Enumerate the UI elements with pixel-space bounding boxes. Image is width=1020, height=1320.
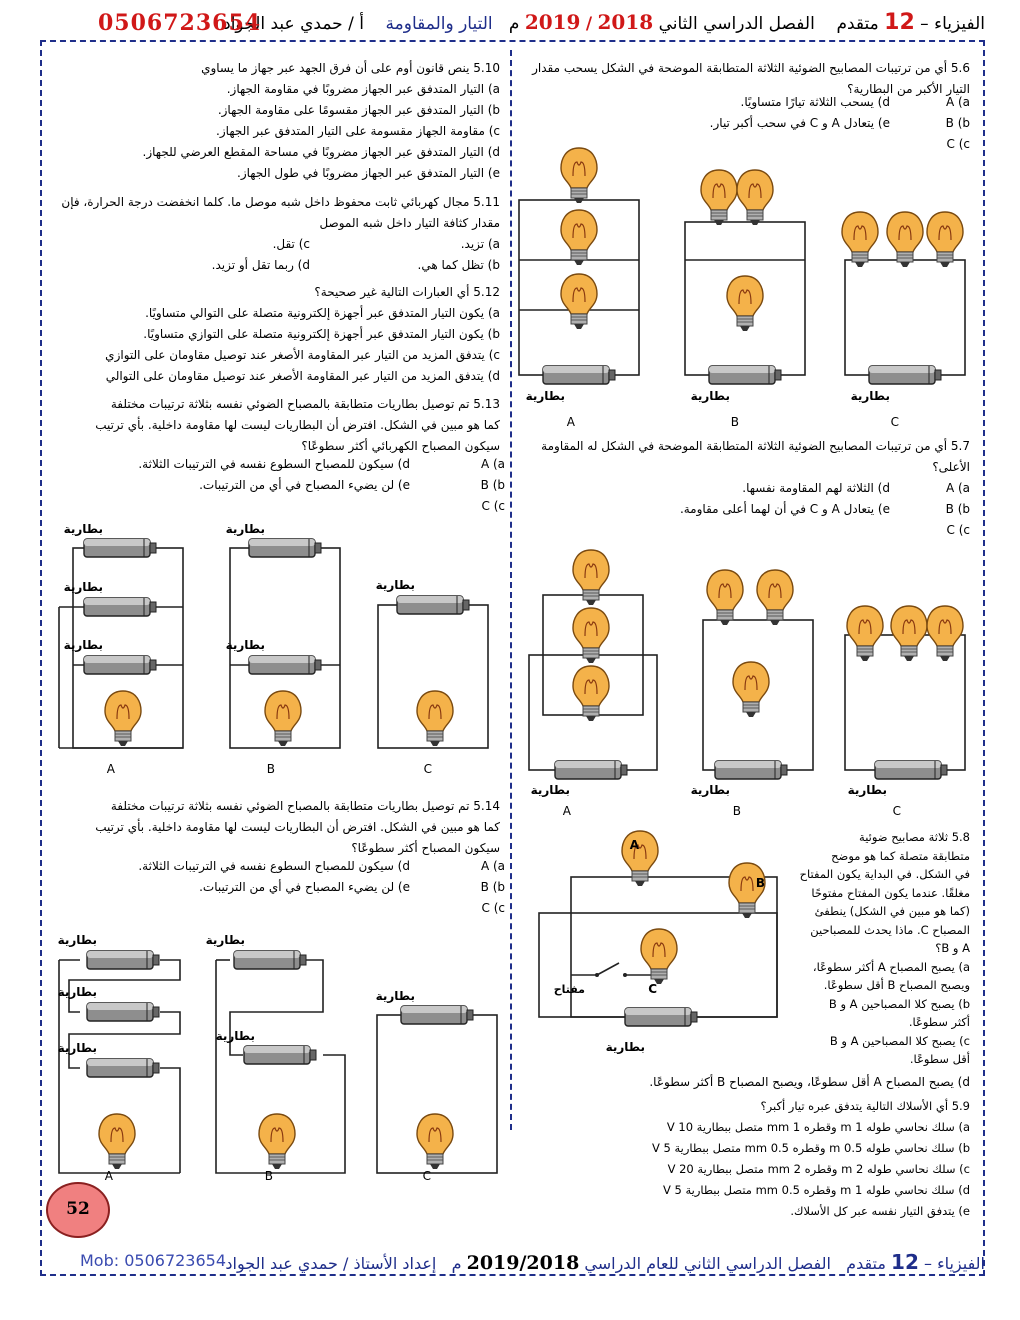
- question-5-11: [50, 192, 500, 234]
- footer-grade-text: متقدم: [846, 1254, 886, 1273]
- footer-m: م: [451, 1254, 462, 1273]
- q511-options-cd: [140, 234, 310, 276]
- q58-option-a-1[interactable]: a) يصبح المصباح A أكثر سطوعًا،: [812, 959, 970, 974]
- q513-options-abc: [455, 454, 505, 517]
- q56-stem: 5.6 أي من ترتيبات المصابيح الضوئية الثلاثة المتطابقة الموضحة في الشكل يسحب مقدار التيار الأكبر من البطارية؟: [532, 61, 970, 96]
- q56-option-d[interactable]: d) يسحب الثلاثة تيارًا متساويًا.: [740, 95, 890, 109]
- header-year-a: 2018: [597, 10, 654, 34]
- fig513-battery-b1: بطارية: [225, 522, 265, 536]
- q510-option-c[interactable]: c) مقاومة الجهاز مقسومة على التيار المتدفق عبر الجهاز.: [216, 124, 500, 138]
- q56-option-e[interactable]: e) يتعادل A و C في سحب أكبر تيار.: [709, 116, 890, 130]
- fig56-battery-label-a: بطارية: [525, 389, 565, 403]
- fig57-battery-label-c: بطارية: [847, 783, 887, 797]
- q58-option-b-1[interactable]: b) يصبح كلا المصباحين A و B: [828, 996, 970, 1011]
- q511-options-ab: [330, 234, 500, 276]
- q56-option-c[interactable]: C (c: [946, 137, 970, 151]
- fig513-label-b: B: [266, 762, 275, 776]
- fig514-label-c: C: [422, 1169, 431, 1183]
- question-5-12: [50, 282, 500, 387]
- q513-line-2: كما هو مبين في الشكل. افترض أن البطاريات ليست لها مقاومة داخلية. بأي ترتيب: [95, 418, 500, 432]
- q510-option-a[interactable]: a) التيار المتدفق عبر الجهاز مضروبًا في مقاومة الجهاز.: [226, 82, 500, 96]
- q513-option-e[interactable]: e) لن يضيء المصباح في أي من الترتيبات.: [199, 478, 410, 492]
- q513-line-1: 5.13 تم توصيل بطاريات متطابقة بالمصباح الضوئي نفسه بثلاثة ترتيبات مختلفة: [110, 397, 500, 411]
- fig514-battery-a2: بطارية: [57, 985, 97, 999]
- q513-option-a[interactable]: A (a: [480, 457, 505, 471]
- q512-option-a[interactable]: a) يكون التيار المتدفق عبر أجهزة إلكترونية متصلة على التوالي متساويًا.: [145, 306, 500, 320]
- q513-options-de: [100, 454, 410, 496]
- q58-option-a-2: ويصبح المصباح B أقل سطوعًا.: [823, 978, 970, 992]
- q513-option-d[interactable]: d) سيكون للمصباح السطوع نفسه في الترتيبات الثلاثة.: [138, 457, 410, 471]
- header-grade-number: 12: [884, 10, 915, 35]
- q514-option-b[interactable]: B (b: [480, 880, 505, 894]
- q59-option-d[interactable]: d) سلك نحاسي طوله 1 m وقطره 0.5 mm متصل ببطارية 5 V: [662, 1183, 970, 1197]
- fig513-battery-a3: بطارية: [63, 638, 103, 652]
- q511-option-c[interactable]: c) تقل.: [272, 237, 310, 251]
- fig56-label-b: B: [730, 415, 739, 429]
- question-5-14: [50, 796, 500, 859]
- footer-year: 2019/2018: [466, 1252, 580, 1274]
- footer-subject: الفيزياء –: [923, 1254, 985, 1273]
- fig56-label-a: A: [566, 415, 575, 429]
- q56-options-abc: [920, 92, 970, 155]
- q514-line-2: كما هو مبين في الشكل. افترض أن البطاريات ليست لها مقاومة داخلية. بأي ترتيب: [95, 820, 500, 834]
- column-divider: [510, 50, 512, 1130]
- fig513-label-a: A: [106, 762, 115, 776]
- header-grade-text: متقدم: [836, 14, 879, 34]
- q57-stem: 5.7 أي من ترتيبات المصابيح الضوئية الثلاثة المتطابقة الموضحة في الشكل له المقاومة الأعلى؟: [541, 439, 970, 474]
- q58-line-6: المصباح C. ماذا يحدث للمصباحين: [810, 922, 970, 937]
- q58-line-3: في الشكل. في البداية يكون المفتاح: [799, 867, 970, 881]
- q512-stem: 5.12 أي العبارات التالية غير صحيحة؟: [314, 285, 500, 299]
- q510-option-b[interactable]: b) التيار المتدفق عبر الجهاز مقسومًا على مقاومة الجهاز.: [217, 103, 500, 117]
- header-subject: الفيزياء –: [920, 14, 985, 34]
- page-number-badge: 52: [46, 1182, 110, 1238]
- q59-stem: 5.9 أي الأسلاك التالية يتدفق عبره تيار أكبر؟: [760, 1099, 970, 1113]
- q511-option-b[interactable]: b) تظل كما هي.: [417, 258, 500, 272]
- figure-5-13: [55, 515, 505, 780]
- figure-5-8: [535, 835, 785, 1065]
- fig57-label-c: C: [892, 804, 901, 818]
- q513-option-c[interactable]: C (c: [481, 499, 505, 513]
- fig56-battery-label-b: بطارية: [690, 389, 730, 403]
- footer-semester: الفصل الدراسي الثاني للعام الدراسي: [584, 1254, 831, 1273]
- fig57-label-b: B: [732, 804, 741, 818]
- fig56-battery-label-c: بطارية: [850, 389, 890, 403]
- q58-option-d[interactable]: [530, 1072, 970, 1093]
- header-author: أ / حمدي عبد الجواد: [223, 14, 364, 34]
- header-slash: /: [585, 14, 593, 34]
- figure-5-6: [515, 150, 975, 430]
- q514-line-1: 5.14 تم توصيل بطاريات متطابقة بالمصباح الضوئي نفسه بثلاثة ترتيبات مختلفة: [110, 799, 500, 813]
- q514-options-abc: [455, 856, 505, 919]
- q511-option-d[interactable]: d) ربما تقل أو تزيد.: [211, 258, 310, 272]
- fig58-switch-label: مفتاح: [553, 983, 585, 996]
- fig56-label-c: C: [890, 415, 899, 429]
- q58-option-c-1[interactable]: c) يصبح كلا المصباحين A و B: [829, 1033, 970, 1048]
- q59-option-e[interactable]: e) يتدفق التيار نفسه عبر كل الأسلاك.: [790, 1204, 970, 1218]
- question-5-10: [50, 58, 500, 184]
- fig514-battery-a3: بطارية: [57, 1041, 97, 1055]
- q512-option-b[interactable]: b) يكون التيار المتدفق عبر أجهزة إلكترونية متصلة على التوازي متساويًا.: [143, 327, 500, 341]
- q510-stem: 5.10 ينص قانون أوم على أن فرق الجهد عبر جهاز ما يساوي: [201, 61, 500, 75]
- fig514-label-b: B: [264, 1169, 273, 1183]
- q57-option-d[interactable]: d) الثلاثة لهم المقاومة نفسها.: [742, 481, 890, 495]
- q57-option-a[interactable]: A (a: [945, 481, 970, 495]
- fig514-label-a: A: [104, 1169, 113, 1183]
- q512-option-c[interactable]: c) يتدفق المزيد من التيار عبر المقاومة الأصغر عند توصيل مقاومان على التوازي: [105, 348, 500, 362]
- footer-prepared: إعداد الأستاذ / حمدي عبد الجواد: [225, 1254, 437, 1273]
- figure-5-14: [55, 920, 505, 1185]
- q57-option-c[interactable]: C (c: [946, 523, 970, 537]
- fig57-battery-label-b: بطارية: [690, 783, 730, 797]
- q57-options-de: [640, 478, 890, 520]
- q514-option-d[interactable]: d) سيكون للمصباح السطوع نفسه في الترتيبات الثلاثة.: [138, 859, 410, 873]
- q514-options-de: [100, 856, 410, 898]
- fig57-battery-label-a: بطارية: [530, 783, 570, 797]
- fig513-battery-a2: بطارية: [63, 580, 103, 594]
- q58-line-4: مغلقًا. عندما يكون المفتاح مفتوحًا: [811, 885, 970, 900]
- fig514-battery-b1: بطارية: [205, 933, 245, 947]
- fig513-battery-b2: بطارية: [225, 638, 265, 652]
- q513-line-3: سيكون المصباح الكهربائي أكثر سطوعًا؟: [301, 439, 500, 453]
- question-5-9: [520, 1096, 970, 1222]
- q59-option-b[interactable]: b) سلك نحاسي طوله 0.5 m وقطره 0.5 mm متصل ببطارية 5 V: [651, 1141, 970, 1155]
- q514-line-3: سيكون المصباح أكثر سطوعًا؟: [351, 841, 500, 855]
- q57-option-e[interactable]: e) يتعادل A و C في أن لهما أعلى مقاومة.: [679, 502, 890, 516]
- footer-mobile: Mob: 0506723654: [80, 1251, 227, 1270]
- q58-line-7: A و B؟: [935, 941, 970, 955]
- q510-option-d[interactable]: d) التيار المتدفق عبر الجهاز مضروبًا في مساحة المقطع العرضي للجهاز.: [142, 145, 500, 159]
- question-5-13: [50, 394, 500, 457]
- question-5-7: [520, 436, 970, 478]
- fig58-label-b: B: [755, 876, 765, 890]
- header-phone: 0506723654: [98, 10, 262, 36]
- fig514-battery-a1: بطارية: [57, 933, 97, 947]
- fig513-battery-c: بطارية: [375, 578, 415, 592]
- q59-option-c[interactable]: c) سلك نحاسي طوله 2 m وقطره 2 mm متصل ببطارية 20 V: [667, 1162, 970, 1176]
- question-5-8: [780, 828, 970, 1069]
- q58-line-1: 5.8 ثلاثة مصابيح ضوئية: [859, 830, 970, 844]
- q56-option-b[interactable]: B (b: [945, 116, 970, 130]
- q514-option-e[interactable]: e) لن يضيء المصباح في أي من الترتيبات.: [199, 880, 410, 894]
- fig513-label-c: C: [423, 762, 432, 776]
- q58-line-5: (كما هو مبين في الشكل) ينطفئ: [814, 904, 970, 918]
- q57-options-abc: [920, 478, 970, 541]
- q511-option-a[interactable]: a) تزيد.: [460, 237, 500, 251]
- q58-option-d-text: d) يصبح المصباح A أقل سطوعًا، ويصبح المصباح B أكثر سطوعًا.: [649, 1075, 970, 1089]
- q514-option-c[interactable]: C (c: [481, 901, 505, 915]
- q56-options-de: [640, 92, 890, 134]
- q58-line-2: متطابقة متصلة كما هو موضح: [831, 848, 970, 863]
- fig58-label-a: A: [629, 838, 639, 852]
- fig58-battery-label: بطارية: [605, 1040, 645, 1054]
- fig513-battery-a1: بطارية: [63, 522, 103, 536]
- q56-option-a[interactable]: A (a: [945, 95, 970, 109]
- fig514-battery-b2: بطارية: [215, 1029, 255, 1043]
- figure-5-7: [525, 550, 975, 820]
- header-m: م: [508, 14, 520, 34]
- q511-stem: 5.11 مجال كهربائي ثابت محفوظ داخل شبه موصل ما. كلما انخفضت درجة الحرارة، فإن مقدار كثافة التيار داخل شبه الموصل: [61, 195, 500, 230]
- header-year-b: 2019: [524, 10, 581, 34]
- footer-grade-number: 12: [891, 1250, 919, 1274]
- q59-option-a[interactable]: a) سلك نحاسي طوله 1 m وقطره 1 mm متصل ببطارية 10 V: [666, 1120, 970, 1134]
- q58-option-c-2: أقل سطوعًا.: [909, 1052, 970, 1066]
- q510-option-e[interactable]: e) التيار المتدفق عبر الجهاز مضروبًا في طول الجهاز.: [237, 166, 500, 180]
- q514-option-a[interactable]: A (a: [480, 859, 505, 873]
- header-semester: الفصل الدراسي الثاني: [658, 14, 815, 34]
- fig58-label-c: C: [648, 982, 657, 996]
- q513-option-b[interactable]: B (b: [480, 478, 505, 492]
- fig57-label-a: A: [562, 804, 571, 818]
- q57-option-b[interactable]: B (b: [945, 502, 970, 516]
- header-unit: التيار والمقاومة: [385, 14, 493, 34]
- q58-option-b-2: أكثر سطوعًا.: [908, 1015, 970, 1029]
- q512-option-d[interactable]: d) يتدفق المزيد من التيار عبر المقاومة الأصغر عند توصيل مقاومان على التوالي: [105, 369, 500, 383]
- fig514-battery-c: بطارية: [375, 989, 415, 1003]
